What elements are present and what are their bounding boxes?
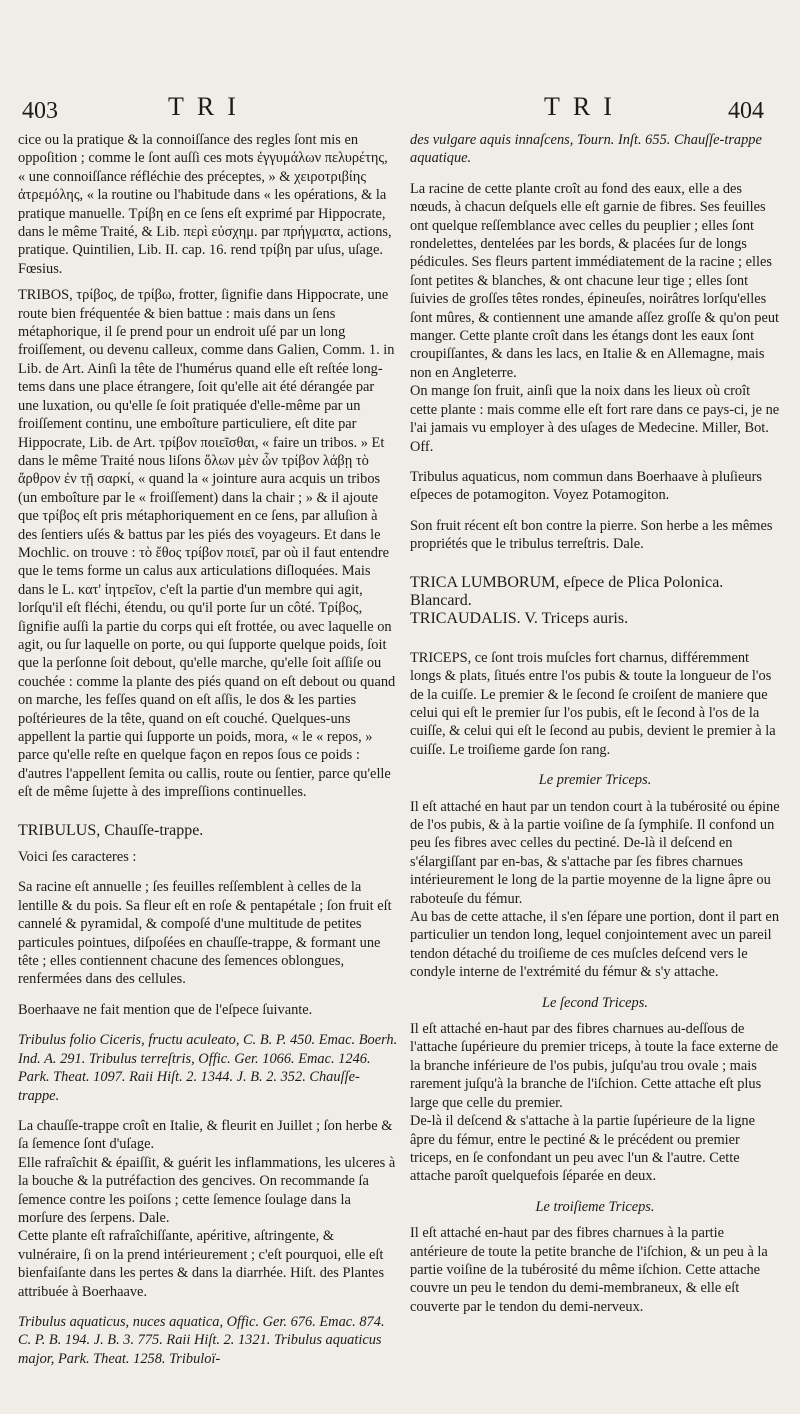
entry-tribos: TRIBOS, τρίβος, de τρίβω, frotter, ſignifie dans Hippocrate, une route bien fréquentée & bien battue : mais dans un ſens métaphorique, il ſe prend pour un endroit uſé par un long froiſſement, ou devenu calleux, comme dans Galien, Comm. 1. in Lib. de Art. Ainſi la tête de l'humérus quand elle eſt reſtée long-tems dans une place étrangere, ſoit qu'elle ait été dérangée par une luxation, ou qu'elle ſe ſoit pratiquée d'elle-même par un froiſſement continu, une emboîture particuliere, eſt dite par Hippocrate, Lib. de Art. τρίβον ποιεῖσθαι, « faire un tribos. » Et dans le même Traité nous liſons ὅλων μὲν ὧν τρίβον λάβῃ τὸ ἄρθρον ἐν τῇ σαρκί, « quand la « jointure aura acquis un tribos (un emboîture par le « froiſſement) dans la chair ; » & il ajoute que τρίβος eſt pris métaphoriquement en ce ſens, par alluſion à des ſentiers uſés & battus par les piés des voyageurs. Et dans le Mochlic. on trouve : τὸ ἔθος τρίβον ποιεῖ, par où il faut entendre que le tems forme un calus aux articulations diſloquées. Mais dans le L. κατ' ἰητρεῖον, c'eſt la partie d'un membre qui agit, lorſqu'il eſt fléchi, étendu, ou qu'il porte ſur un côté. Τρίβος, ſignifie auſſi la partie du corps qui eſt frottée, ou avec laquelle on agit, ou ſur laquelle on porte, ou qui ſupporte quelque poids, ſoit que la perſonne ſoit debout, qu'elle marche, qu'elle ſoit aſſiſe ou couchée : comme la plante des piés quand on eſt debout ou quand on marche, les feſſes quand on eſt aſſis, le dos & les parties poſtérieures de la tête, quand on eſt couché. Quelques-uns appellent la partie qui ſupporte un poids, mora, « le « repos, » parce qu'elle reſte en quelque façon en repos ſous ce poids : d'autres l'appellent ſemita ou callis, route ou ſentier, parce qu'elle eſt de même ſujette à des impreſſions continuelles. — [18, 287, 396, 801]
paragraph-aquaticus-synonyms: Tribulus aquaticus, nuces aquatica, Offic. Ger. 676. Emac. 874. C. P. B. 194. J. B. 3. 775. Raii Hiſt. 2. 1321. Tribulus aquaticus major, Park. Theat. 1258. Tribuloï- — [18, 1313, 385, 1367]
paragraph-fruit-recent: Son fruit récent eſt bon contre la pierre. Son herbe a les mêmes propriétés que le tribulus terreſtris. Dale. — [410, 517, 773, 553]
paragraph-continuation-right: des vulgare aquis innaſcens, Tourn. Inſt. 655. Chauſſe-trappe aquatique. — [410, 132, 762, 167]
paragraph-second-2: De-là il deſcend & s'attache à la partie ſupérieure de la ligne âpre du fémur, entre le pectiné & le précédent ou premier triceps, en ſe confondant un peu avec l'un & l'autre. Cette attache paroît quelquefois ſéparée en deux. — [410, 1113, 756, 1185]
paragraph-troisieme: Il eſt attaché en-haut par des fibres charnues à la partie antérieure de toute la petite branche de l'iſchion, & un peu à la partie voiſine de la tubérosité du même iſchion. Cette attache couvre un peu le tendon du demi-membraneux, & elle eſt couverte par le tendon du demi-nerveux. — [410, 1225, 768, 1315]
heading-premier-triceps: Le premier Triceps. — [538, 772, 652, 789]
right-column — [410, 131, 780, 1316]
entry-tricaudalis: TRICAUDALIS. V. Triceps auris. — [410, 610, 629, 628]
paragraph-properties: Elle rafraîchit & épaiſſit, & guérit les inflammations, les ulceres à la bouche & la putréfaction des gencives. On recommande ſa ſemence contre les poiſons ; cette ſemence ſoulage dans la morſure des ſerpens. Dale. — [18, 1154, 396, 1226]
running-header — [0, 88, 800, 128]
entry-tribulus-aquaticus: Tribulus aquaticus, nom commun dans Boerhaave à pluſieurs eſpeces de potamogiton. Voyez Potamogiton. — [410, 468, 762, 504]
entry-triceps: TRICEPS, ce ſont trois muſcles fort charnus, différemment longs & plats, ſitués entre l'os pubis & toute la longueur de l'os de la cuiſſe. Le premier & le ſecond ſe croiſent de maniere que celui qui eſt le premier ſur l'os pubis, eſt le ſecond à l'os de la cuiſſe, & celui qui eſt le ſecond au pubis, devient le premier à la cuiſſe. Le troiſieme garde ſon rang. — [410, 649, 776, 758]
paragraph-premier-1: Il eſt attaché en haut par un tendon court à la tubérosité ou épine de l'os pubis, & à la partie voiſine de ſa ſymphiſe. Il confond un peu ſes fibres avec celles du pectiné. De-là il deſcend en s'élargiſſant par en-bas, & s'attache par ſes fibres charnues intérieurement le long de la partie moyenne de la ligne âpre ou raboteuſe du fémur. — [410, 798, 780, 907]
left-column — [18, 131, 398, 1368]
heading-troisieme-triceps: Le troiſieme Triceps. — [535, 1198, 655, 1215]
page-number-right: 404 — [728, 98, 764, 124]
paragraph-second-1: Il eſt attaché en-haut par des fibres charnues au-deſſous de l'attache ſupérieure du premier triceps, à toute la face externe de la branche inférieure de l'os pubis, juſqu'au trou ovale ; mais rarement juſqu'à la branche de l'iſchion. Cette attache eſt plus large que celle du premier. — [410, 1021, 779, 1111]
paragraph-premier-2: Au bas de cette attache, il s'en ſépare une portion, dont il part en particulier un tendon long, lequel conjointement avec un pareil tendon détaché du troiſieme de ces muſcles deſcend vers le condyle interne de l'extrémité du fémur & s'y attache. — [410, 909, 780, 981]
page-number-left: 403 — [22, 98, 58, 124]
paragraph-continuation: cice ou la pratique & la connoiſſance des regles ſont mis en oppoſition ; comme le ſont auſſi ces mots ἐγγυμάλων πελυρέτης, « une connoiſſance réfléchie des préceptes, » & χειροτριβίης ἀτρεμόλης, « la routine ou l'habitude dans « les opérations, & la pratique manuelle. Τρίβη en ce ſens eſt exprimé par Hippocrate, dans le même Traité, & Lib. περὶ εὐσχημ. par πρήγματα, actions, pratique. Quintilien, Lib. II. cap. 16. rend τρίβη par uſus, uſage. Fœsius. — [18, 132, 392, 277]
running-title-left: TRI — [168, 92, 249, 121]
paragraph-boerhaave: Boerhaave ne fait mention que de l'eſpece ſuivante. — [18, 1001, 313, 1018]
entry-tribulus-heading: TRIBULUS, Chauſſe-trappe. — [18, 821, 204, 839]
paragraph-uses: Cette plante eſt rafraîchiſſante, apéritive, aſtringente, & vulnéraire, ſi on la prend intérieurement ; c'eſt pourquoi, elle eſt bienfaiſante dans les pertes & dans la diarrhée. Hiſt. des Plantes attribuée à Boerhaave. — [18, 1228, 385, 1300]
paragraph-caracteres: Voici ſes caracteres : — [18, 849, 137, 866]
paragraph-habitat: La chauſſe-trappe croît en Italie, & fleurit en Juillet ; ſon herbe & ſa ſemence ſont d'uſage. — [18, 1117, 393, 1153]
paragraph-racine: La racine de cette plante croît au fond des eaux, elle a des nœuds, à chacun deſquels elle eſt garnie de fibres. Ses feuilles ont quelque reſſemblance avec celles du peuplier ; elles ſont rondelettes, dentelées par les bords, & placées ſur de longs pédicules. Ses fleurs partent immédiatement de la racine ; elles ſont petites & blanches, & ont chacune leur tige ; elles ſont ſuivies de groſſes têtes rondes, épineuſes, noirâtres lorſqu'elles ſont mûres, & contiennent une amande aſſez groſſe & qu'on peut manger. Cette plante croît dans les étangs dont les eaux ſont croupiſſantes, & dans les lacs, en Italie & en Allemagne, mais non en Angleterre. — [410, 180, 780, 381]
paragraph-fruit: On mange ſon fruit, ainſi que la noix dans les lieux où croît cette plante : mais comme elle eſt fort rare dans ce pays-ci, je ne l'ai jamais vu employer à des uſages de Medecine. Miller, Bot. Off. — [410, 383, 780, 455]
heading-second-triceps: Le ſecond Triceps. — [542, 994, 648, 1011]
entry-trica-lumborum: TRICA LUMBORUM, eſpece de Plica Polonica. Blancard. — [410, 573, 724, 609]
paragraph-synonyms: Tribulus folio Ciceris, fructu aculeato, C. B. P. 450. Emac. Boerh. Ind. A. 291. Tribulus terreſtris, Offic. Ger. 1066. Emac. 1246. Park. Theat. 1097. Raii Hiſt. 2. 1344. J. B. 2. 352. Chauſſe-trappe. — [18, 1032, 398, 1104]
running-title-right: TRI — [544, 92, 625, 121]
paragraph-description: Sa racine eſt annuelle ; ſes feuilles reſſemblent à celles de la lentille & du pois. Sa fleur eſt en roſe & pentapétale ; ſon fruit eſt cannelé & pyramidal, & compoſé d'une multitude de petites particules pointues, diſpoſées en chauſſe-trappe, & formant une tête ; elles contiennent chacune des ſemences oblongues, renfermées dans des cellules. — [18, 879, 392, 988]
